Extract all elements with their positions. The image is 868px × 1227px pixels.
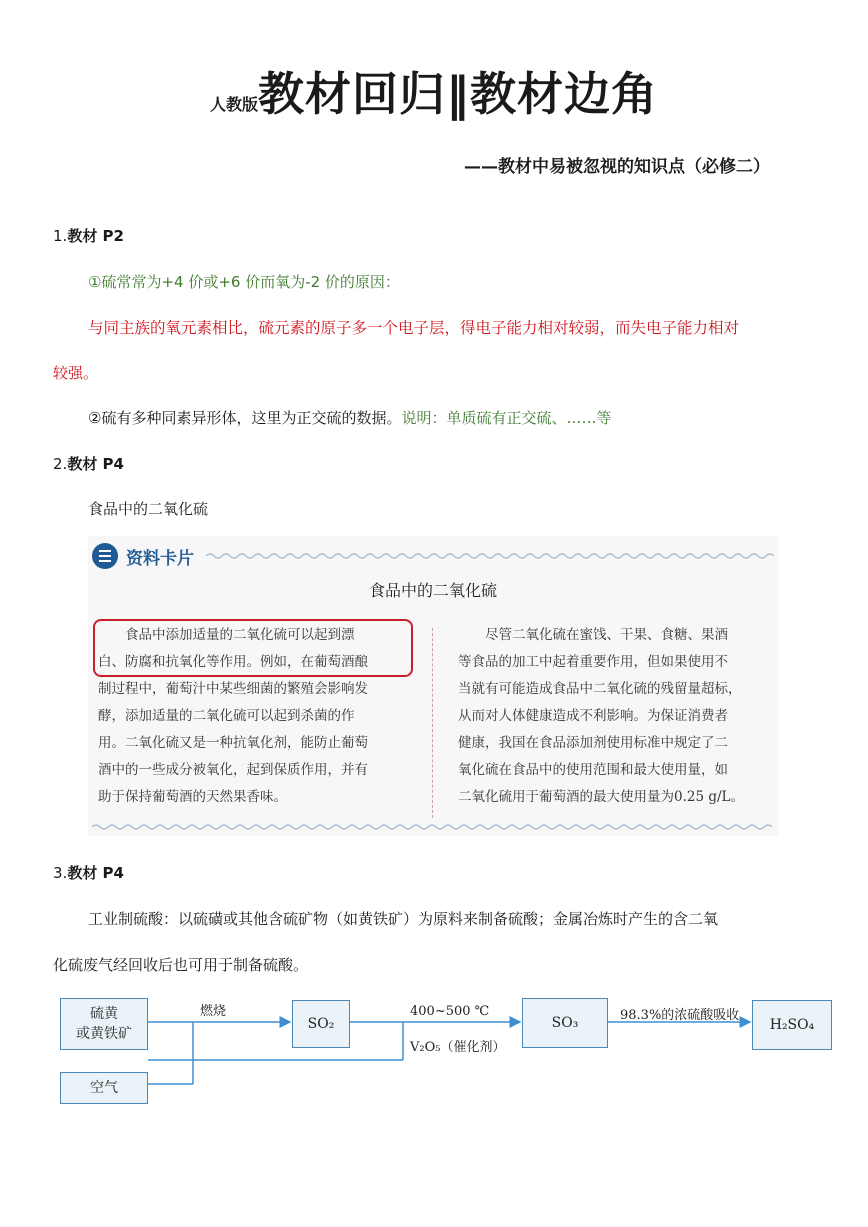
section-3-text-line-2: 化硫废气经回收后也可用于制备硫酸。 [53,956,309,974]
raw-material-line-1: 硫黄 [90,1006,118,1022]
card-right-line: 当就有可能造成食品中二氧化硫的残留量超标， [458,681,742,697]
info-card [88,536,778,836]
card-right-line: 健康，我国在食品添加剂使用标准中规定了二 [458,735,728,751]
section-3-text-line-1: 工业制硫酸：以硫磺或其他含硫矿物（如黄铁矿）为原料来制备硫酸；金属冶炼时产生的含二氧 [88,910,719,928]
flow-box-so3: SO₃ [522,998,608,1048]
card-left-line: 用。二氧化硫又是一种抗氧化剂，能防止葡萄 [98,735,368,751]
page-title: 教材回归‖教材边角 [258,67,658,121]
card-left-column [98,622,368,811]
card-left-line: 酒中的一些成分被氧化，起到保质作用，并有 [98,762,368,778]
page-title-row [0,58,868,124]
title-prefix: 人教版 [209,95,258,114]
card-bottom-wave [92,823,774,831]
card-right-column [458,622,744,811]
card-right-line: 二氧化硫用于葡萄酒的最大使用量为0.25 g/L。 [458,789,745,805]
column-divider [432,628,433,818]
section-1-point-2-main: ②硫有多种同素异形体，这里为正交硫的数据。 [88,409,402,427]
section-1-point-2-note: 说明：单质硫有正交硫、……等 [401,409,612,427]
card-label: 资料卡片 [126,548,194,569]
section-1-label: 教材 P2 [67,227,124,245]
raw-material-line-2: 或黄铁矿 [76,1026,132,1042]
section-1-point-2 [88,407,611,428]
card-title: 食品中的二氧化硫 [368,581,497,600]
card-top-wave [206,552,774,560]
card-header [92,542,194,570]
page-subtitle: ——教材中易被忽视的知识点（必修二） [464,157,770,177]
section-1-point-1: ①硫常常为+4 价或+6 价而氧为-2 价的原因： [88,273,400,291]
sulfuric-acid-flowchart [58,992,838,1110]
card-right-line: 尽管二氧化硫在蜜饯、干果、食糖、果酒 [458,627,728,643]
section-3-heading [53,862,124,883]
flow-step-catalyst: V₂O₅（催化剂） [410,1040,506,1055]
document-icon [92,543,118,569]
card-right-line: 氧化硫在食品中的使用范围和最大使用量，如 [458,762,728,778]
card-left-line: 助于保持葡萄酒的天然果香味。 [98,789,287,805]
section-2-number: 2. [53,455,68,473]
flow-box-product: H₂SO₄ [752,1000,832,1050]
card-right-line: 等食品的加工中起着重要作用，但如果使用不 [458,654,728,670]
section-1-reason-line-1: 与同主族的氧元素相比，硫元素的原子多一个电子层，得电子能力相对较弱，而失电子能力相对 [88,319,740,337]
flow-step-temperature: 400~500 ℃ [410,1004,490,1019]
section-2-heading [53,453,124,474]
card-left-line: 制过程中，葡萄汁中某些细菌的繁殖会影响发 [98,681,368,697]
flow-step-absorb: 98.3%的浓硫酸吸收 [620,1008,740,1023]
card-left-line: 食品中添加适量的二氧化硫可以起到漂 [98,627,355,643]
card-right-line: 从而对人体健康造成不利影响。为保证消费者 [458,708,728,724]
flow-step-burn: 燃烧 [200,1004,227,1019]
card-left-line: 酵，添加适量的二氧化硫可以起到杀菌的作 [98,708,355,724]
section-1-reason-line-2: 较强。 [53,364,99,382]
section-1-number: 1. [53,227,68,245]
flow-box-raw-material [60,998,148,1050]
section-3-label: 教材 P4 [67,864,124,882]
flow-box-air: 空气 [60,1072,148,1104]
flow-box-so2: SO₂ [292,1000,350,1048]
section-2-caption: 食品中的二氧化硫 [88,500,209,518]
section-2-label: 教材 P4 [67,455,124,473]
section-1-heading [53,225,124,246]
section-3-number: 3. [53,864,68,882]
card-left-line: 白、防腐和抗氧化等作用。例如，在葡萄酒酿 [98,654,368,670]
